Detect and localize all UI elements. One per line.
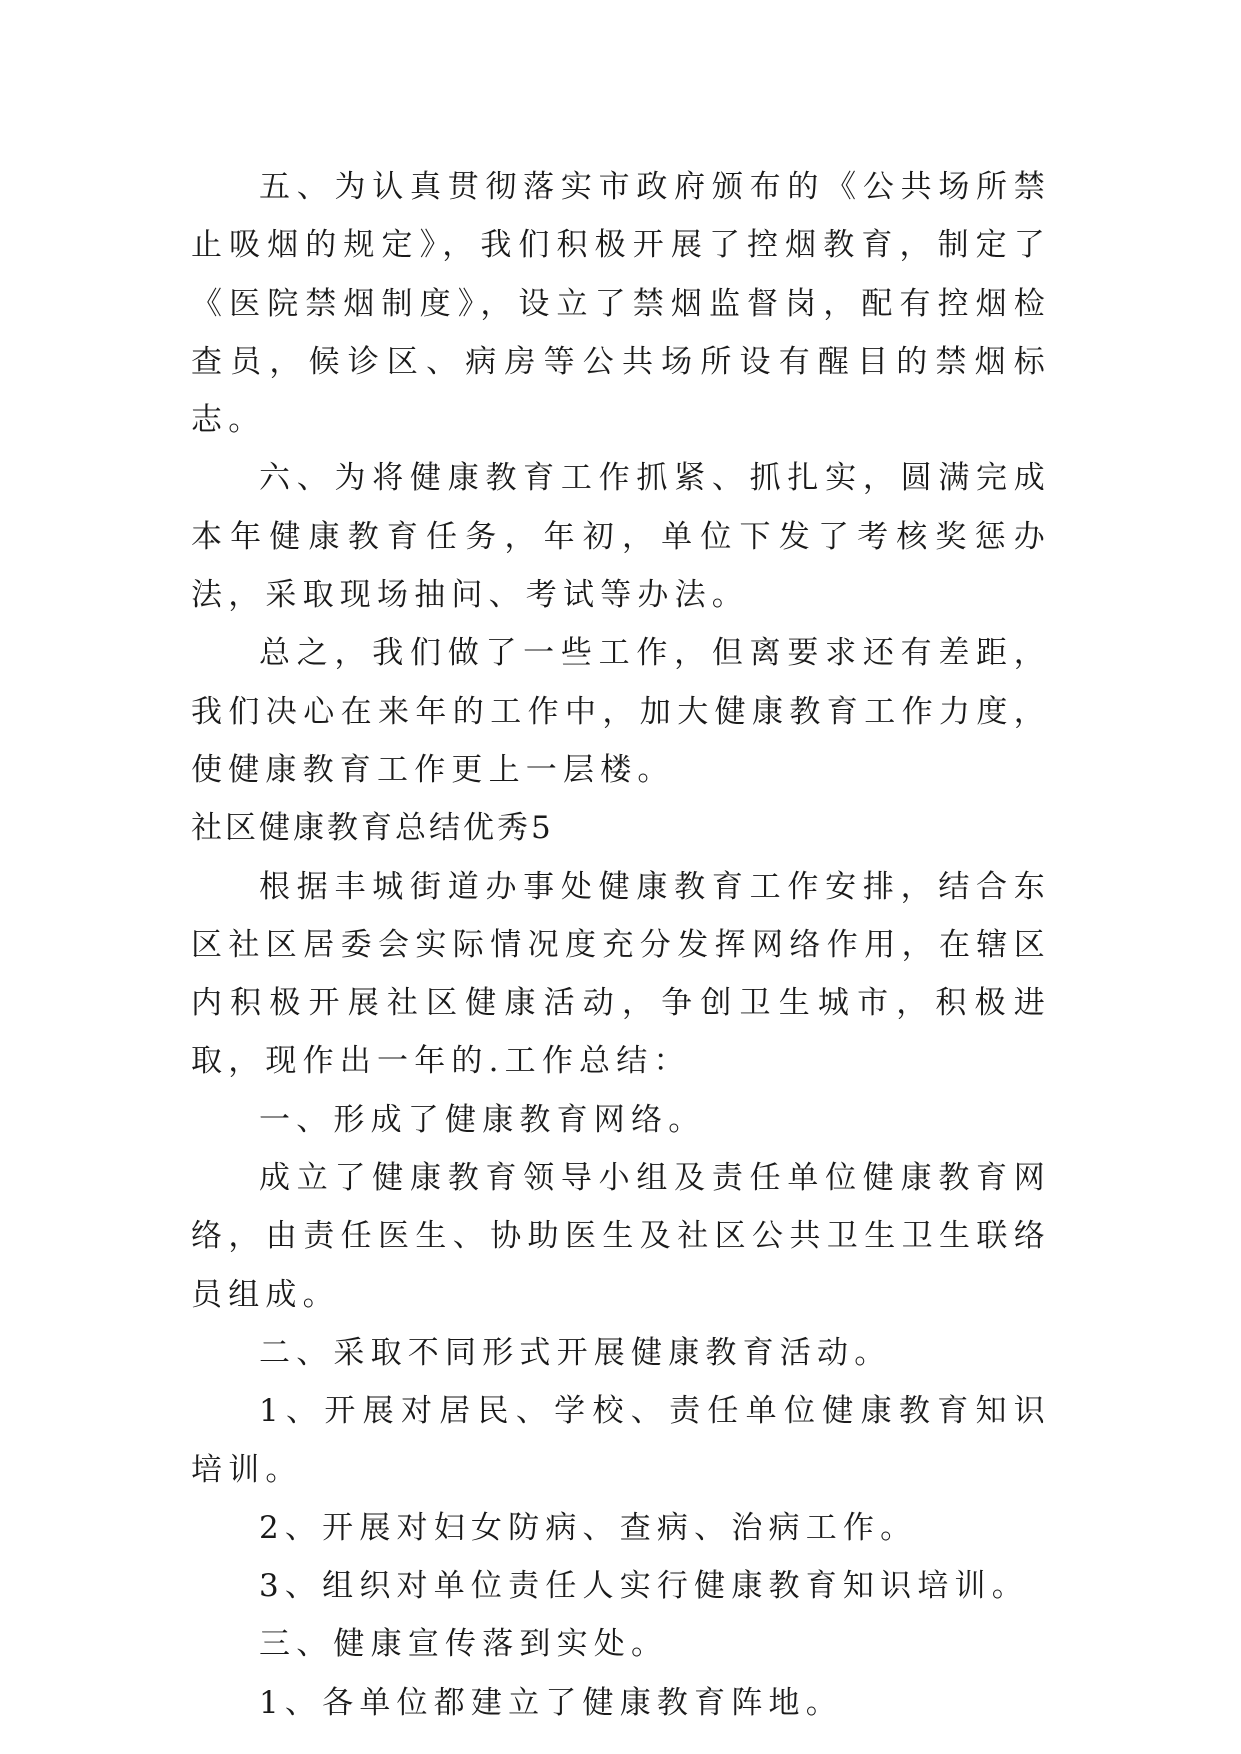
paragraph-network: 成立了健康教育领导小组及责任单位健康教育网络，由责任医生、协助医生及社区公共卫生卫生联络员组成。 [191,1160,1051,1313]
paragraph-item-3-heading: 三、健康宣传落到实处。 [259,1626,669,1663]
section-heading: 社区健康教育总结优秀5 [191,810,554,847]
list-item: 2、开展对妇女防病、查病、治病工作。 [259,1509,918,1546]
paragraph-smoking-control: 五、为认真贯彻落实市政府颁布的《公共场所禁止吸烟的规定》，我们积极开展了控烟教育，制定了《医院禁烟制度》，设立了禁烟监督岗，配有控烟检查员，候诊区、病房等公共场所设有醒目的禁烟标志。 [191,169,1051,439]
paragraph-assessment: 六、为将健康教育工作抓紧、抓扎实，圆满完成本年健康教育任务，年初，单位下发了考核奖惩办法，采取现场抽问、考试等办法。 [191,460,1051,614]
paragraph-item-1-heading: 一、形成了健康教育网络。 [259,1101,706,1138]
paragraph-item-2-heading: 二、采取不同形式开展健康教育活动。 [259,1334,892,1371]
list-item: 3、组织对单位责任人实行健康教育知识培训。 [259,1568,1029,1605]
list-item: 1、开展对居民、学校、责任单位健康教育知识培训。 [191,1393,1051,1488]
paragraph-conclusion: 总之，我们做了一些工作，但离要求还有差距，我们决心在来年的工作中，加大健康教育工作力度，使健康教育工作更上一层楼。 [191,635,1051,788]
paragraph-intro: 根据丰城街道办事处健康教育工作安排，结合东区社区居委会实际情况度充分发挥网络作用，在辖区内积极开展社区健康活动，争创卫生城市，积极进取，现作出一年的.工作总结： [191,868,1051,1080]
list-item: 1、各单位都建立了健康教育阵地。 [259,1684,843,1721]
document-body [191,158,1051,1732]
